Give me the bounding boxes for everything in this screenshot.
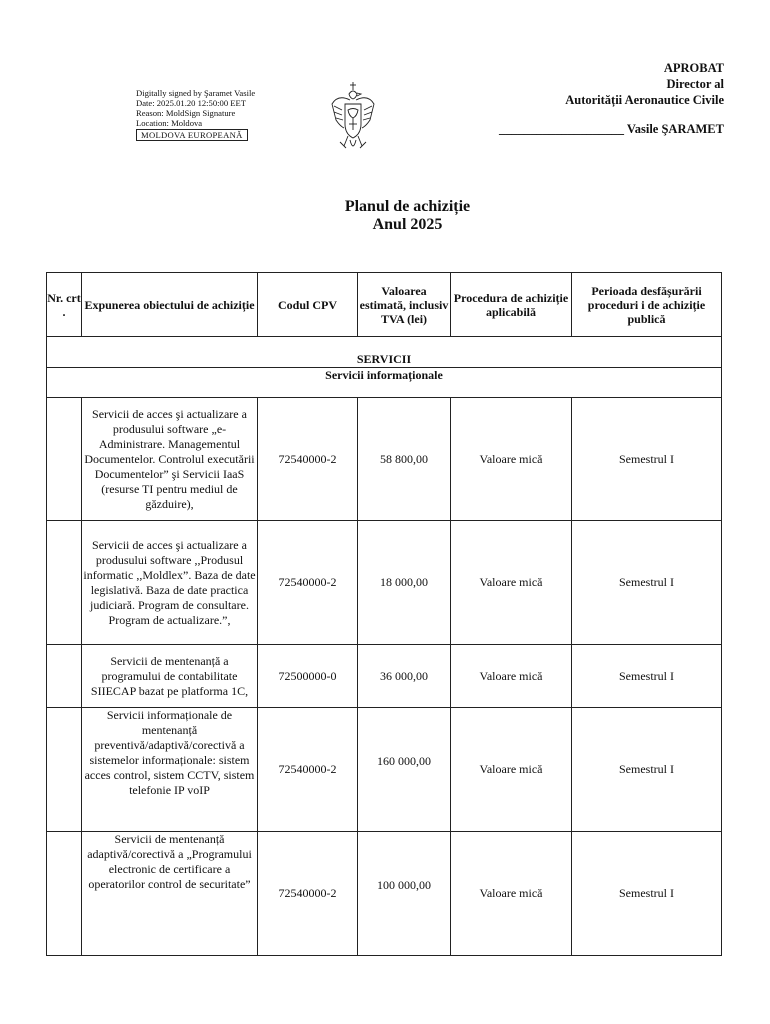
subcategory-label: Servicii informaționale [47,368,722,398]
approval-block [499,60,724,137]
header-period: Perioada desfășurării proceduri i de achiziție publică [572,273,722,337]
signature-location: Location: Moldova [136,118,203,128]
approval-position: Director al [666,77,724,91]
header-nr: Nr. crt . [47,273,82,337]
header-value: Valoarea estimată, inclusiv TVA (lei) [358,273,451,337]
row-description: Servicii de mentenanță a programului de contabilitate SIIECAP bazat pe platforma 1C, [82,645,258,708]
header-description: Expunerea obiectului de achiziție [82,273,258,337]
subcategory-row [47,368,722,398]
approval-word: APROBAT [663,61,724,75]
row-period: Semestrul I [572,832,722,956]
row-nr [47,521,82,645]
row-nr [47,645,82,708]
row-description: Servicii de acces şi actualizare a produsului software ,,Produsul informatic ,,Moldlex”. Baza de date legislativă. Baza de date practica judiciară. Program de consultare. Program de actualizare.”, [82,521,258,645]
approval-signature-line: ____________________ Vasile ŞARAMET [498,122,724,136]
row-description: Servicii informaționale de mentenanță preventivă/adaptivă/corectivă a sistemelor informaționale: sistem acces control, sistem CCTV, sistem telefonie IP voIP [82,708,258,832]
row-value: 18 000,00 [358,521,451,645]
table-row [47,521,722,645]
signature-date: Date: 2025.01.20 12:50:00 EET [136,98,247,108]
row-value: 160 000,00 [358,708,451,832]
table-row [47,645,722,708]
row-cpv: 72540000-2 [258,398,358,521]
row-nr [47,398,82,521]
row-period: Semestrul I [572,398,722,521]
row-value: 58 800,00 [358,398,451,521]
row-description: Servicii de mentenanță adaptivă/corectivă a „Programului electronic de certificare a operatorilor control de securitate” [82,832,258,956]
row-procedure: Valoare mică [451,521,572,645]
table-header-row [47,273,722,337]
row-description: Servicii de acces şi actualizare a produsului software „e-Administrare. Managementul Documentelor. Controlul executării Documentelor” şi Servicii IaaS (resurse TI pentru mediul de găzduire), [82,398,258,521]
row-cpv: 72540000-2 [258,832,358,956]
row-cpv: 72540000-2 [258,521,358,645]
document-year: Anul 2025 [372,216,443,233]
row-period: Semestrul I [572,645,722,708]
category-row [47,337,722,368]
row-value: 100 000,00 [358,832,451,956]
row-nr [47,708,82,832]
row-procedure: Valoare mică [451,398,572,521]
approval-institution: Autorității Aeronautice Civile [565,93,724,107]
row-procedure: Valoare mică [451,708,572,832]
row-nr [47,832,82,956]
row-procedure: Valoare mică [451,832,572,956]
header-cpv: Codul CPV [258,273,358,337]
signature-signer: Digitally signed by Şaramet Vasile [136,88,256,98]
row-cpv: 72500000-0 [258,645,358,708]
row-value: 36 000,00 [358,645,451,708]
row-procedure: Valoare mică [451,645,572,708]
table-row [47,708,722,832]
signature-stamp: MOLDOVA EUROPEANĂ [136,129,248,141]
row-period: Semestrul I [572,521,722,645]
digital-signature-block [136,88,316,141]
row-period: Semestrul I [572,708,722,832]
table-row [47,832,722,956]
table-row [47,398,722,521]
header-procedure: Procedura de achiziție aplicabilă [451,273,572,337]
procurement-table [46,272,722,956]
document-title: Planul de achiziție [344,198,471,215]
signature-reason: Reason: MoldSign Signature [136,108,236,118]
coat-of-arms-icon [330,80,376,156]
row-cpv: 72540000-2 [258,708,358,832]
category-label: SERVICII [47,337,722,368]
